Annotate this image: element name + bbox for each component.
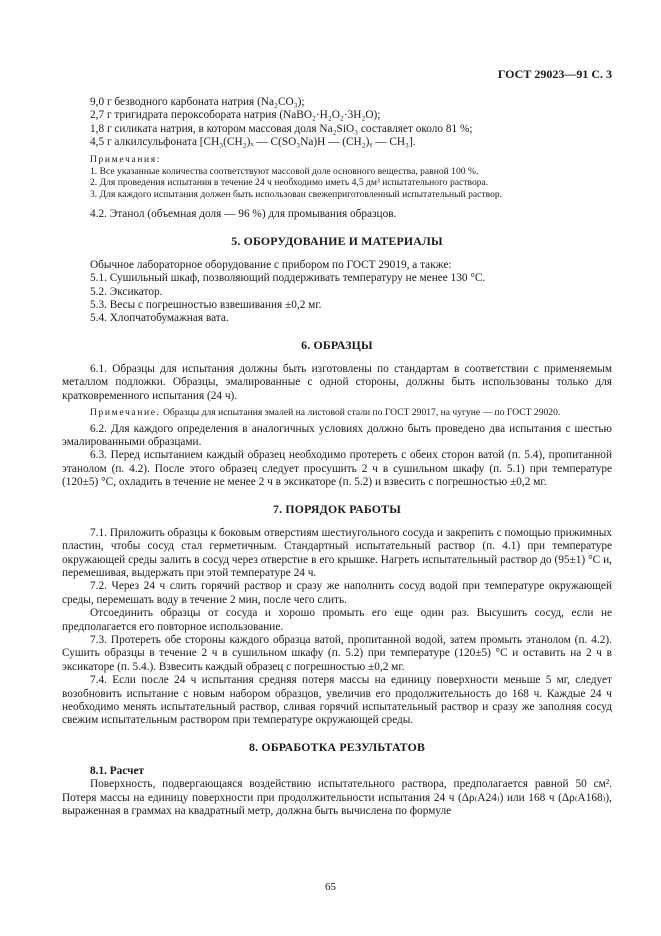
note-6-text: Образцы для испытания эмалей на листовой стали по ГОСТ 29017, на чугуне — по ГОСТ 29020.: [160, 407, 561, 419]
section-5-title: 5. ОБОРУДОВАНИЕ И МАТЕРИАЛЫ: [231, 233, 443, 248]
paragraph-6-3: 6.3. Перед испытанием каждый образец необходимо протереть с обеих сторон ватой (п. 5.4), пропитанной этанолом (п. 4.2). После этого образец следует просушить 2 ч в сушильном шкафу (п. 5.1) при температуре (120±5) °С, охладить в течение не менее 2 ч в эксикаторе (п. 5.2) и взвесить с погрешностью ±0,2 мг.: [62, 449, 612, 489]
section-7-title: 7. ПОРЯДОК РАБОТЫ: [272, 501, 402, 516]
paragraph-7-3: 7.3. Протереть обе стороны каждого образца ватой, пропитанной водой, затем промыть этанолом (п. 4.2). Сушить образцы в течение 2 ч в сушильном шкафу (п. 5.2) при температуре (120±5) °С и оставить на 2 ч в эксикаторе (п. 5.4.). Взвесить каждый образец с погрешностью ±0,2 мг.: [62, 633, 612, 673]
reagent-item: 4,5 г алкилсульфоната [CH₃(CH₂)ₓ — C(SO₃Na)H — (CH₂)ᵧ — CH₃].: [90, 136, 416, 149]
paragraph-6-1: 6.1. Образцы для испытания должны быть изготовлены по стандартам в соответствии с применяемым металлом подложки. Образцы, эмалированные с одной стороны, должны быть использованы только для кратковременного испытания (24 ч).: [62, 362, 612, 402]
note-item: 2. Для проведения испытания в течение 24 ч необходимо иметь 4,5 дм³ испытательного раствора.: [90, 177, 489, 189]
reagent-list: [62, 96, 612, 150]
paragraph-7-1: 7.1. Приложить образцы к боковым отверстиям шестиугольного сосуда и закрепить с помощью прижимных пластин, чтобы сосуд стал герметичным. Стандартный испытательный раствор (п. 4.1) при температуре окружающей среды залить в сосуд через отверстие в его крышке. Нагреть испытательный раствор до (95±1) °С и, перемешивая, выдержать при этой температуре 24 ч.: [62, 526, 612, 579]
section-5-item: 5.2. Эксикатор.: [90, 285, 163, 298]
paragraph-6-2: 6.2. Для каждого определения в аналогичных условиях должно быть проведено два испытания с шестью эмалированными образцами.: [62, 422, 612, 449]
note-item: 3. Для каждого испытания должен быть использован свежеприготовленный испытательный раствор.: [90, 188, 503, 200]
notes-title: Примечания:: [90, 153, 161, 165]
section-5-intro: Обычное лабораторное оборудование с прибором по ГОСТ 29019, а также:: [90, 258, 452, 271]
paragraph-7-2-cont: Отсоединить образцы от сосуда и хорошо промыть его еще один раз. Высушить сосуд, если не предполагается его повторное использование.: [62, 607, 612, 633]
page-header: ГОСТ 29023—91 С. 3: [497, 67, 612, 81]
note-6: [62, 407, 612, 419]
paragraph-8-1: Поверхность, подвергающаяся воздействию испытательного раствора, предполагается равной 50 см². Потеря массы на единицу поверхности при продолжительности испытания 24 ч (Δρ₍A24₎) или 168 ч (Δρ₍A168₎), выраженная в граммах на квадратный метр, должна быть вычислена по формуле: [62, 778, 612, 817]
reagent-item: 9,0 г безводного карбоната натрия (Na₂CO₃);: [90, 96, 305, 108]
item-4-2: 4.2. Этанол (объемная доля — 96 %) для промывания образцов.: [90, 208, 397, 221]
document-page: [62, 66, 612, 818]
section-5-item: 5.4. Хлопчатобумажная вата.: [90, 312, 229, 325]
subsection-8-1: 8.1. Расчет: [90, 764, 145, 777]
section-6-title: 6. ОБРАЗЦЫ: [301, 337, 373, 352]
page-number: 65: [325, 881, 336, 893]
section-5-item: 5.3. Весы с погрешностью взвешивания ±0,2 мг.: [90, 299, 322, 312]
note-6-head: Примечание.: [90, 407, 161, 419]
reagent-item: 2,7 г тригидрата пероксобората натрия (NaBO₂·H₂O₂·3H₂O);: [90, 109, 381, 122]
paragraph-7-4: 7.4. Если после 24 ч испытания средняя потеря массы на единицу поверхности меньше 5 мг, следует возобновить испытание с новым набором образцов, увеличив его продолжительность до 168 ч. Каждые 24 ч необходимо менять испытательный раствор, сливая горячий испытательный раствор и сразу же заполняя сосуд свежим испытательным раствором при температуре окружающей среды.: [62, 674, 612, 727]
section-5-item: 5.1. Сушильный шкаф, позволяющий поддерживать температуру не менее 130 °С.: [90, 272, 486, 285]
paragraph-7-2: 7.2. Через 24 ч слить горячий раствор и сразу же наполнить сосуд водой при температуре окружающей среды, перемешать воду в течение 2 мин, после чего слить.: [62, 580, 612, 606]
section-8-title: 8. ОБРАБОТКА РЕЗУЛЬТАТОВ: [248, 739, 426, 754]
note-item: 1. Все указанные количества соответствуют массовой доле основного вещества, равной 100 %.: [90, 165, 479, 177]
reagent-item: 1,8 г силиката натрия, в котором массовая доля Na₂SiO₃ составляет около 81 %;: [90, 122, 473, 135]
